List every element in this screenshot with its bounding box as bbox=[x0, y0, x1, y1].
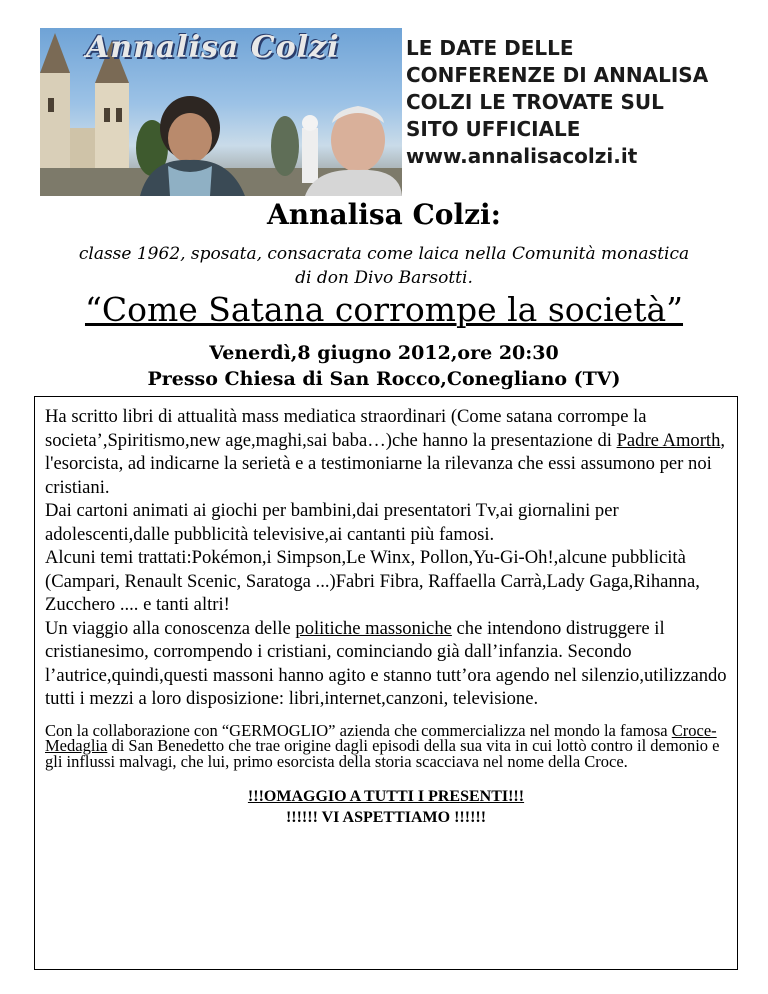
notice-line: COLZI LE TROVATE SUL bbox=[406, 90, 664, 114]
croce-medaglia-link[interactable]: Croce-Medaglia bbox=[45, 720, 717, 755]
photo-title: Annalisa Colzi bbox=[86, 30, 340, 65]
paragraph-germoglio bbox=[45, 720, 727, 771]
notice-line: CONFERENZE DI ANNALISA bbox=[406, 63, 709, 87]
header-photo bbox=[40, 28, 402, 196]
paragraph-themes: Alcuni temi trattati:Pokémon,i Simpson,Le Winx, Pollon,Yu-Gi-Oh!,alcune pubblicità (Campari, Renault Scenic, Saratoga ...)Fabri Fibra, Raffaella Carrà,Lady Gaga,Rihanna, Zucchero .... e tanti altri! bbox=[45, 547, 700, 615]
welcome-announcement: !!!!!! VI ASPETTIAMO !!!!!! bbox=[285, 808, 487, 826]
notice-line: LE DATE DELLE bbox=[406, 36, 574, 60]
call-to-action bbox=[45, 786, 727, 828]
description-text bbox=[45, 405, 727, 711]
event-date: Venerdì,8 giugno 2012,ore 20:30 bbox=[209, 342, 559, 364]
speaker-bio: classe 1962, sposata, consacrata come laica nella Comunità monastica di don Divo Barsotti. bbox=[78, 244, 690, 288]
paragraph-books bbox=[45, 405, 727, 499]
speaker-name: Annalisa Colzi: bbox=[267, 198, 501, 231]
text-span: Un viaggio alla conoscenza delle bbox=[45, 617, 296, 639]
text-span: Con la collaborazione con “GERMOGLIO” azienda che commercializza nel mondo la famosa bbox=[45, 720, 672, 740]
text-span: Ha scritto libri di attualità mass mediatica straordinari (Come satana corrompe la societa’,Spiritismo,new age,maghi,sai baba…)che hanno la presentazione di bbox=[45, 406, 647, 451]
politiche-massoniche-link[interactable]: politiche massoniche bbox=[295, 617, 452, 639]
event-details bbox=[0, 340, 768, 392]
website-link[interactable]: www.annalisacolzi.it bbox=[406, 144, 638, 168]
text-span: che intendono distruggere il cristianesimo, corrompendo i cristiani, cominciando già dall’infanzia. Secondo l’autrice,quindi,questi massoni hanno agito e stanno tutt’ora agendo nel silenzio,utilizzando tutti i mezzi a loro disposizione: libri,internet,canzoni, televisione. bbox=[45, 617, 727, 709]
description-box bbox=[34, 396, 738, 970]
website-notice bbox=[406, 35, 736, 170]
padre-amorth-link[interactable]: Padre Amorth bbox=[616, 429, 721, 451]
notice-line: SITO UFFICIALE bbox=[406, 117, 581, 141]
event-place: Presso Chiesa di San Rocco,Conegliano (TV) bbox=[147, 368, 621, 390]
paragraph-journey bbox=[45, 617, 727, 711]
paragraph-topics: Dai cartoni animati ai giochi per bambini,dai presentatori Tv,ai giornalini per adolescenti,dalle pubblicità televisive,ai cantanti più famosi. bbox=[45, 500, 619, 545]
gift-announcement: !!!OMAGGIO A TUTTI I PRESENTI!!! bbox=[247, 787, 525, 805]
text-span: , l'esorcista, ad indicarne la serietà e a testimoniarne la rilevanza che essi assumono per noi cristiani. bbox=[45, 429, 726, 498]
text-span: di San Benedetto che trae origine dagli episodi della sua vita in cui lottò contro il demonio e gli influssi malvagi, che lui, primo esorcista della storia scacciava nel nome della Croce. bbox=[45, 736, 720, 771]
event-title: “Come Satana corrompe la società” bbox=[84, 290, 684, 329]
